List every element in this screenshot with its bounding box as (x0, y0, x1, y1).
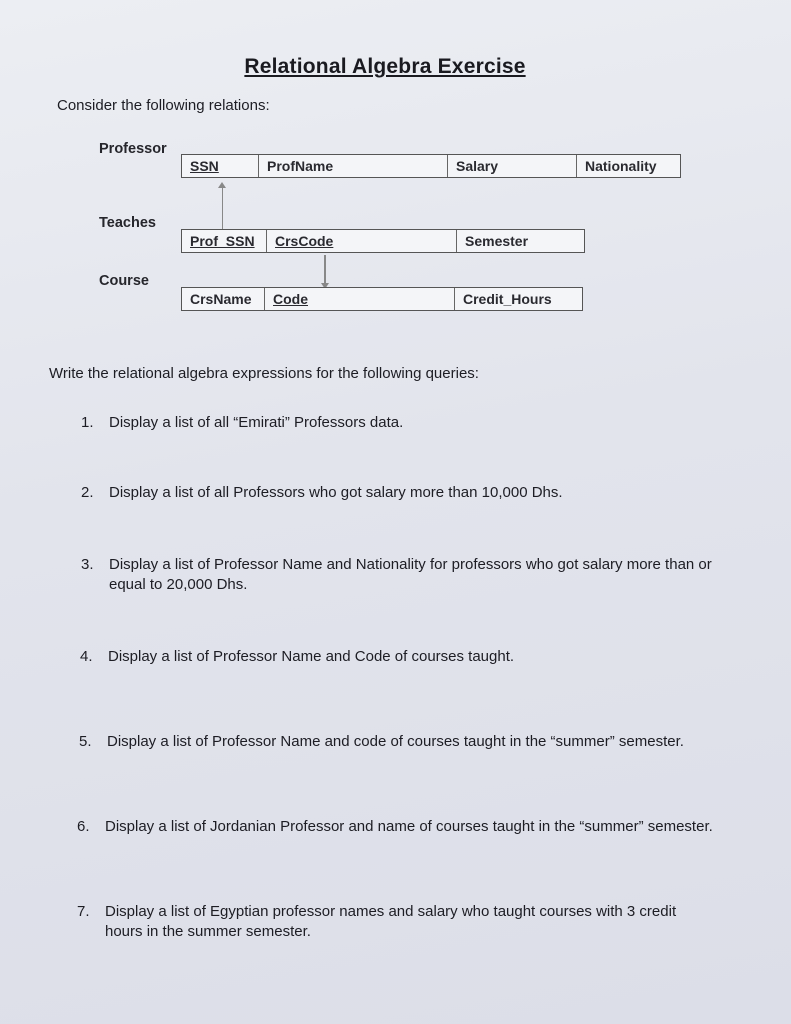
intro-text: Consider the following relations: (57, 97, 270, 114)
query-text: Display a list of all “Emirati” Professors data. (109, 414, 404, 431)
professor-relation (181, 154, 681, 178)
query-number: 5. (79, 733, 92, 750)
query-number: 7. (77, 903, 90, 920)
course-attr-code: Code (265, 288, 455, 310)
professor-label: Professor (99, 141, 167, 157)
query-number: 4. (80, 648, 93, 665)
professor-attr-profname: ProfName (259, 155, 448, 177)
fk-arrow-line-ssn (222, 188, 224, 232)
teaches-label: Teaches (99, 215, 156, 231)
query-text: Display a list of Professor Name and Code of courses taught. (108, 648, 515, 665)
course-relation (181, 287, 583, 311)
course-attr-credit-hours: Credit_Hours (463, 291, 552, 307)
query-text: Display a list of all Professors who got salary more than 10,000 Dhs. (109, 484, 563, 501)
professor-attr-salary: Salary (448, 155, 577, 177)
instructions-text: Write the relational algebra expressions for the following queries: (49, 365, 479, 382)
fk-arrow-line-code (324, 255, 326, 283)
page-title: Relational Algebra Exercise (244, 55, 526, 78)
query-text: Display a list of Jordanian Professor and name of courses taught in the “summer” semester. (105, 818, 713, 835)
query-number: 3. (81, 556, 94, 573)
teaches-attr-prof-ssn: Prof_SSN (182, 230, 267, 252)
query-number: 6. (77, 818, 90, 835)
teaches-relation (181, 229, 585, 253)
professor-attr-nationality: Nationality (585, 158, 657, 174)
query-text: Display a list of Professor Name and Nationality for professors who got salary more than or equal to 20,000 Dhs. (109, 556, 712, 593)
teaches-attr-semester: Semester (465, 233, 529, 249)
course-label: Course (99, 273, 149, 289)
query-text: Display a list of Egyptian professor names and salary who taught courses with 3 credit hours in the summer semester. (105, 903, 677, 940)
professor-attr-ssn: SSN (182, 155, 259, 177)
query-number: 2. (81, 484, 94, 501)
query-text: Display a list of Professor Name and code of courses taught in the “summer” semester. (107, 733, 684, 750)
query-number: 1. (81, 414, 94, 431)
teaches-attr-crscode: CrsCode (267, 230, 457, 252)
course-attr-crsname: CrsName (182, 288, 265, 310)
